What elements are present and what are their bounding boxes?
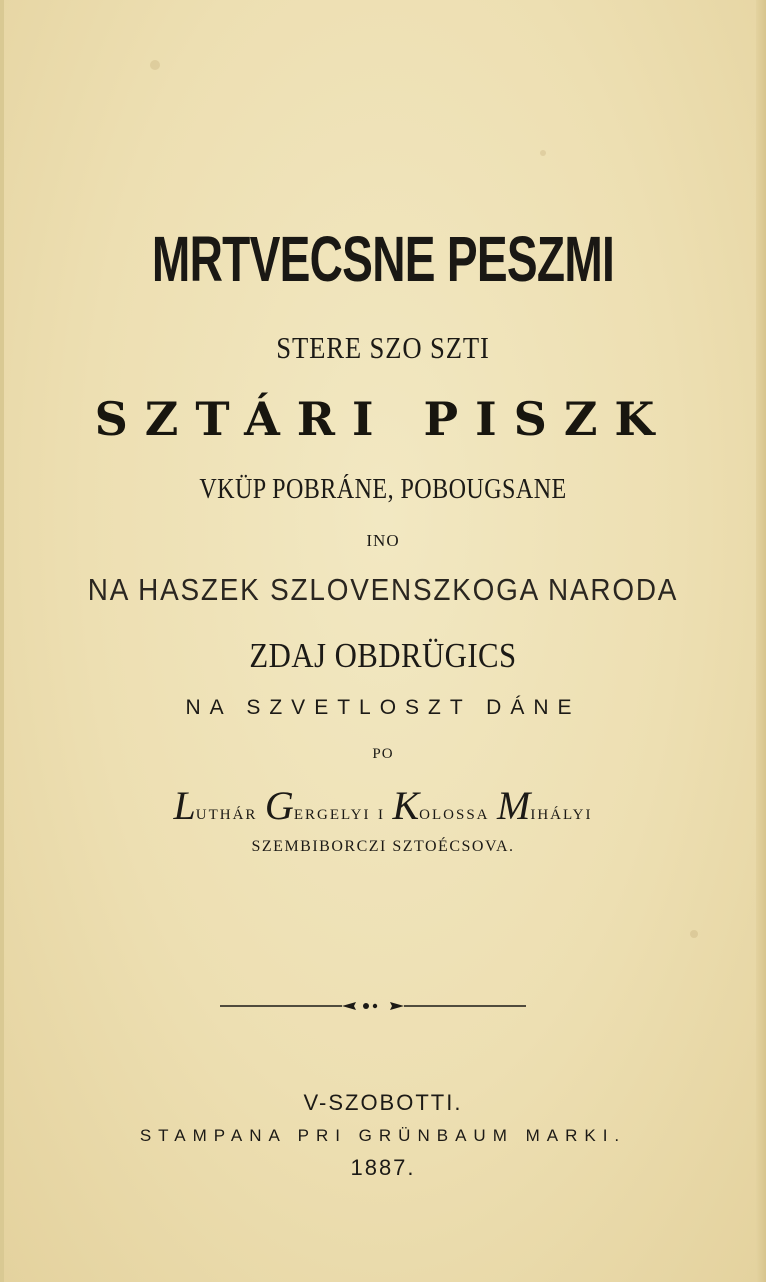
author-initial: L [173, 783, 196, 828]
authors-origin-line: SZEMBIBORCZI SZTOÉCSOVA. [251, 838, 515, 855]
book-title: MRTVECSNE PESZMI [151, 223, 615, 295]
author-conjunction: i [377, 799, 385, 824]
foxing-spot [540, 150, 546, 156]
subtitle-line-6: ZDAJ OBDRÜGICS [249, 636, 517, 675]
author-name: uthár [195, 799, 258, 824]
imprint-printer: STAMPANA PRI GRÜNBAUM MARKI. [139, 1126, 627, 1145]
author-initial: M [497, 783, 531, 828]
imprint-year: 1887. [350, 1155, 416, 1180]
ornament-divider [220, 1000, 526, 1012]
foxing-spot [150, 60, 160, 70]
authors-line [0, 782, 766, 829]
author-name: ergelyi [293, 799, 371, 824]
subtitle-line-7: NA SZVETLOSZT DÁNE [185, 696, 581, 719]
author-initial: G [264, 783, 294, 828]
foxing-spot [690, 930, 698, 938]
imprint-city: V-SZOBOTTI. [303, 1090, 463, 1115]
author-initial: K [392, 783, 420, 828]
author-name: olossa [419, 799, 490, 824]
subtitle-line-3: VKÜP POBRÁNE, POBOUGSANE [199, 474, 567, 505]
author-name: ihályi [530, 799, 593, 824]
subtitle-line-4: INO [366, 531, 400, 550]
subtitle-line-1: STERE SZO SZTI [276, 330, 490, 365]
subtitle-line-2: SZTÁRI PISZK [94, 392, 672, 446]
subtitle-line-8: PO [372, 746, 394, 762]
subtitle-line-5: NA HASZEK SZLOVENSZKOGA NARODA [87, 572, 679, 607]
